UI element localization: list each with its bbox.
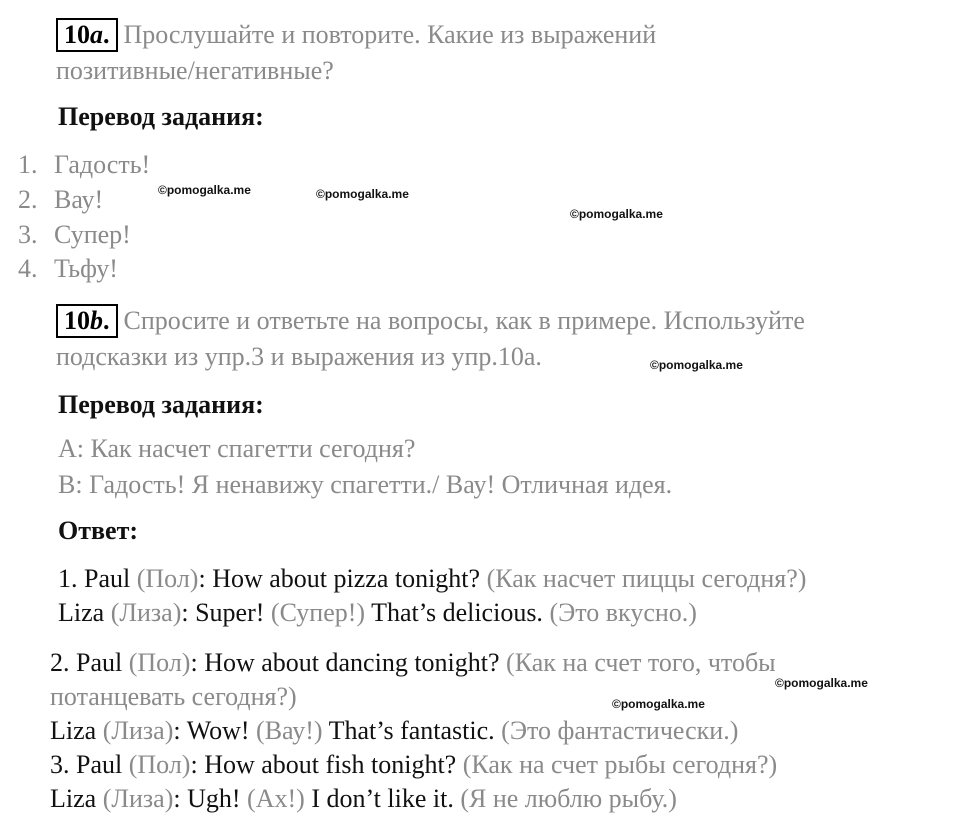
answer-english: 1. Paul xyxy=(58,564,137,593)
exercise-number-box xyxy=(56,18,118,52)
answer-english: Liza xyxy=(50,784,103,813)
exercise-dot: . xyxy=(103,20,110,49)
list-text: Супер! xyxy=(54,220,131,249)
answer-russian: (Это вкусно.) xyxy=(549,598,697,627)
exercise-dot: . xyxy=(103,306,110,335)
answer-english: : Super! xyxy=(181,598,271,627)
translation-heading: Перевод задания: xyxy=(58,102,264,131)
list-number: 3. xyxy=(18,220,38,249)
answer-line xyxy=(50,748,777,782)
answer-english: : How about pizza tonight? xyxy=(198,564,487,593)
answer-english: That’s delicious. xyxy=(365,598,550,627)
answer-line xyxy=(58,562,806,596)
exercise-10a-title xyxy=(56,18,656,52)
answer-english: : How about fish tonight? xyxy=(190,750,463,779)
answer-line: потанцевать сегодня?) xyxy=(50,682,297,711)
answer-russian: (Лиза) xyxy=(102,784,174,813)
answer-english: : Ugh! xyxy=(173,784,248,813)
translation-heading: Перевод задания: xyxy=(58,390,264,419)
list-item xyxy=(18,148,150,182)
answer-russian: (Как на счет того, чтобы xyxy=(506,648,776,677)
list-item xyxy=(18,183,103,217)
answer-heading: Ответ: xyxy=(58,516,139,545)
answer-english: Liza xyxy=(58,598,111,627)
watermark: ©pomogalka.me xyxy=(158,183,251,197)
list-number: 1. xyxy=(18,150,38,179)
answer-russian: (Лиза) xyxy=(102,716,174,745)
answer-english: Liza xyxy=(50,716,103,745)
list-text: Гадость! xyxy=(54,150,151,179)
answer-line xyxy=(58,596,697,630)
watermark: ©pomogalka.me xyxy=(650,358,743,372)
exercise-number: 10 xyxy=(64,306,90,335)
exercise-instruction-line2: позитивные/негативные? xyxy=(56,56,334,85)
answer-english: I don’t like it. xyxy=(304,784,461,813)
exercise-instruction-line1: Прослушайте и повторите. Какие из выражений xyxy=(123,20,657,49)
answer-russian: (Это фантастически.) xyxy=(501,716,739,745)
exercise-letter: b xyxy=(90,306,103,335)
list-number: 4. xyxy=(18,254,38,283)
watermark: ©pomogalka.me xyxy=(612,697,705,711)
dialog-line-b: B: Гадость! Я ненавижу спагетти./ Вау! Отличная идея. xyxy=(58,470,673,499)
answer-english: 3. Paul xyxy=(50,750,129,779)
exercise-instruction-line2: подсказки из упр.3 и выражения из упр.10а. xyxy=(56,342,542,371)
watermark: ©pomogalka.me xyxy=(316,187,409,201)
exercise-letter: a xyxy=(90,20,103,49)
answer-line xyxy=(50,646,776,680)
answer-russian: (Пол) xyxy=(136,564,199,593)
answer-line xyxy=(50,782,677,816)
answer-russian: (Как насчет пиццы сегодня?) xyxy=(486,564,807,593)
answer-russian: (Пол) xyxy=(128,648,191,677)
exercise-number-box xyxy=(56,304,118,338)
answer-english: : Wow! xyxy=(173,716,257,745)
list-text: Вау! xyxy=(54,185,104,214)
exercise-number: 10 xyxy=(64,20,90,49)
answer-russian: (Я не люблю рыбу.) xyxy=(460,784,677,813)
answer-russian: (Супер!) xyxy=(270,598,366,627)
watermark: ©pomogalka.me xyxy=(775,676,868,690)
answer-english: 2. Paul xyxy=(50,648,129,677)
answer-russian: (Вау!) xyxy=(256,716,323,745)
answer-line xyxy=(50,714,738,748)
watermark: ©pomogalka.me xyxy=(570,207,663,221)
answer-english: That’s fantastic. xyxy=(322,716,502,745)
answer-russian: (Как на счет рыбы сегодня?) xyxy=(462,750,778,779)
list-item xyxy=(18,218,131,252)
answer-english: : How about dancing tonight? xyxy=(190,648,507,677)
list-text: Тьфу! xyxy=(54,254,118,283)
answer-russian: (Лиза) xyxy=(110,598,182,627)
list-item xyxy=(18,252,118,286)
dialog-line-a: A: Как насчет спагетти сегодня? xyxy=(58,434,416,463)
list-number: 2. xyxy=(18,185,38,214)
exercise-10b-title xyxy=(56,304,805,338)
exercise-instruction-line1: Спросите и ответьте на вопросы, как в примере. Используйте xyxy=(123,306,805,335)
answer-russian: (Пол) xyxy=(128,750,191,779)
answer-russian: (Ах!) xyxy=(247,784,305,813)
